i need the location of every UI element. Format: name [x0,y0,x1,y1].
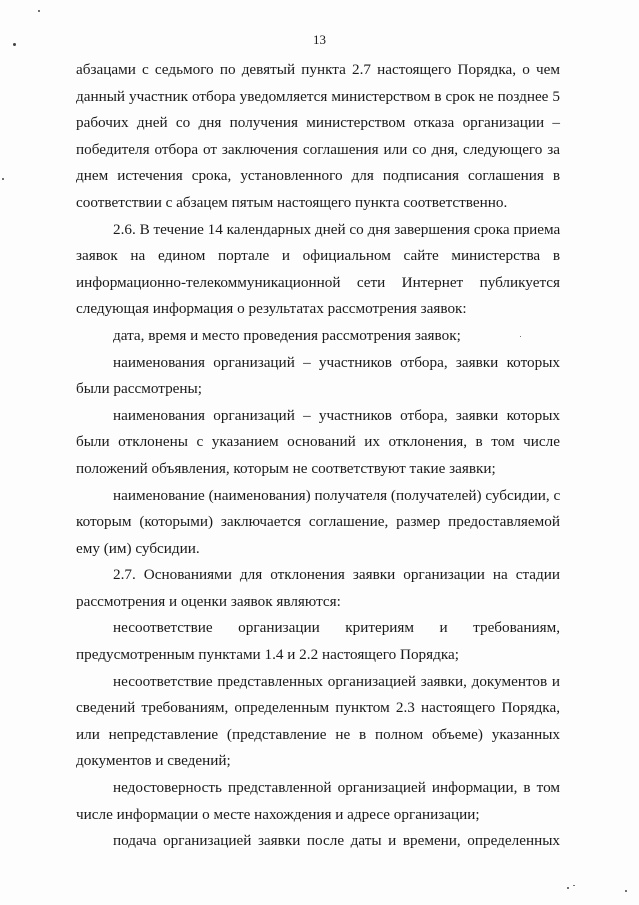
scan-speck [2,178,4,180]
text-line: недостоверность представленной организацией информации, в том [113,779,560,797]
text-line: которым (которыми) заключается соглашение, размер предоставляемой [76,513,560,531]
text-line: рабочих дней со дня получения министерством отказа организации – [76,114,560,132]
text-line: числе информации о месте нахождения и адресе организации; [76,805,480,823]
text-line: рассмотрения и оценки заявок являются: [76,592,341,610]
text-line: несоответствие представленных организацией заявки, документов и [113,672,560,690]
text-line: соответствии с абзацем пятым настоящего пункта соответственно. [76,193,508,211]
text-line: положений объявления, которым не соответствуют такие заявки; [76,459,496,477]
text-line: подача организацией заявки после даты и времени, определенных [113,832,560,850]
text-line: абзацами с седьмого по девятый пункта 2.7 настоящего Порядка, о чем [76,61,560,78]
text-line: наименования организаций – участников отбора, заявки которых [113,406,560,424]
text-line: наименование (наименования) получателя (получателей) субсидии, с [113,486,561,504]
text-line: были отклонены с указанием оснований их отклонения, в том числе [76,433,560,451]
document-body [76,57,560,855]
text-line: следующая информация о результатах рассмотрения заявок: [76,300,467,318]
text-line: данный участник отбора уведомляется министерством в срок не позднее 5 [76,87,560,105]
scan-speck [567,887,569,889]
text-line: были рассмотрены; [76,380,202,398]
text-line: ему (им) субсидии. [76,539,200,557]
text-line: или непредставление (представление не в полном объеме) указанных [76,725,560,743]
text-line: документов и сведений; [76,752,231,770]
text-line: информационно-телекоммуникационной сети Интернет публикуется [76,273,560,291]
text-line: днем истечения срока, установленного для подписания соглашения в [76,167,560,185]
scan-speck [38,10,40,12]
text-line: предусмотренным пунктами 1.4 и 2.2 настоящего Порядка; [76,646,459,664]
text-line: сведений требованиям, определенным пунктом 2.3 настоящего Порядка, [76,699,560,717]
text-line: 2.7. Основаниями для отклонения заявки организации на стадии [113,566,560,584]
text-line: наименования организаций – участников отбора, заявки которых [113,353,560,371]
scan-speck [573,885,575,886]
text-line: заявок на едином портале и официальном сайте министерства в [76,247,560,265]
text-line: победителя отбора от заключения соглашения или со дня, следующего за [76,140,560,158]
text-line: 2.6. В течение 14 календарных дней со дня завершения срока приема [113,220,561,238]
scan-speck [625,890,627,892]
page-number: 13 [313,32,326,47]
text-line: дата, время и место проведения рассмотрения заявок; [113,326,461,344]
text-line: несоответствие организации критериям и требованиям, [113,619,560,637]
